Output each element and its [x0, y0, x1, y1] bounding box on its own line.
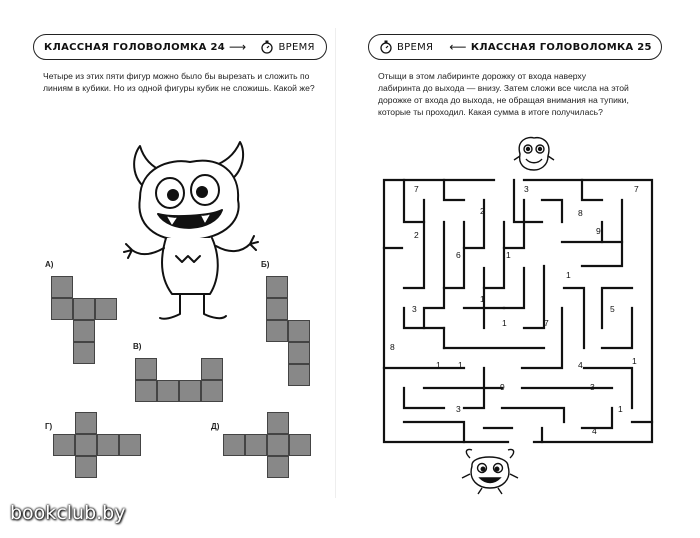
- puzzle-header: [33, 34, 327, 60]
- maze-number: 3: [456, 404, 461, 414]
- net-cell: [53, 434, 75, 456]
- maze-number: 5: [610, 304, 615, 314]
- left-page: [25, 28, 336, 498]
- timer-label: ВРЕМЯ: [397, 41, 434, 53]
- net-cell: [179, 380, 201, 402]
- stopwatch-icon: [379, 40, 393, 54]
- maze-number: 3: [524, 184, 529, 194]
- small-monster-top: [512, 134, 556, 174]
- maze-number: 1: [506, 250, 511, 260]
- maze-number: 7: [544, 318, 549, 328]
- net-cell: [201, 380, 223, 402]
- puzzle-title: КЛАССНАЯ ГОЛОВОЛОМКА 25: [470, 41, 652, 53]
- net-cell: [135, 380, 157, 402]
- monster-illustration: [110, 138, 275, 328]
- net-cell: [245, 434, 267, 456]
- net-cell: [135, 358, 157, 380]
- net-cell: [95, 298, 117, 320]
- small-monster-bottom: [458, 448, 522, 496]
- figure-label-g: Г): [45, 422, 53, 431]
- timer: [260, 40, 314, 54]
- maze-number: 1: [436, 360, 441, 370]
- watermark: bookclub.by: [10, 502, 126, 524]
- puzzle-instruction: Отыщи в этом лабиринте дорожку от входа наверху лабиринта до выхода — внизу. Затем сложи все числа на этой дорожке от входа до выхода, не обращая внимания на тупики, которые ты проходил. Какая сумма в итоге получилась?: [378, 71, 629, 117]
- maze-number: 1: [502, 318, 507, 328]
- maze-number: 9: [500, 382, 505, 392]
- figure-label-v: В): [133, 342, 142, 351]
- maze-number: 1: [480, 294, 485, 304]
- net-cell: [75, 412, 97, 434]
- net-cell: [267, 412, 289, 434]
- net-cell: [288, 342, 310, 364]
- net-cell: [288, 320, 310, 342]
- net-cell: [157, 380, 179, 402]
- maze-number: 1: [566, 270, 571, 280]
- maze-number: 7: [634, 184, 639, 194]
- net-cell: [266, 276, 288, 298]
- net-cell: [119, 434, 141, 456]
- maze-number: 1: [618, 404, 623, 414]
- figure-label-d: Д): [211, 422, 220, 431]
- puzzle-instruction: Четыре из этих пяти фигур можно было бы вырезать и сложить по линиям в кубики. Но из одной фигуры кубик не сложишь. Какой же?: [43, 71, 315, 93]
- puzzle-title: КЛАССНАЯ ГОЛОВОЛОМКА 24: [44, 41, 225, 53]
- net-cell: [267, 434, 289, 456]
- net-cell: [73, 320, 95, 342]
- maze-number: 3: [590, 382, 595, 392]
- arrow-icon: ⟵: [449, 40, 467, 54]
- net-cell: [51, 298, 73, 320]
- net-cell: [73, 342, 95, 364]
- right-page: [360, 28, 670, 498]
- net-cell: [288, 364, 310, 386]
- net-cell: [266, 320, 288, 342]
- net-cell: [201, 358, 223, 380]
- maze-number: 4: [592, 426, 597, 436]
- maze[interactable]: [382, 178, 654, 444]
- maze-number: 1: [458, 360, 463, 370]
- timer-label: ВРЕМЯ: [278, 41, 315, 53]
- arrow-icon: ⟶: [228, 40, 247, 54]
- net-cell: [97, 434, 119, 456]
- figure-label-a: А): [45, 260, 54, 269]
- figure-label-b: Б): [261, 260, 270, 269]
- maze-number: 7: [414, 184, 419, 194]
- net-cell: [266, 298, 288, 320]
- net-cell: [51, 276, 73, 298]
- net-cell: [75, 456, 97, 478]
- maze-number: 8: [578, 208, 583, 218]
- net-cell: [73, 298, 95, 320]
- maze-number: 3: [412, 304, 417, 314]
- puzzle-header: [368, 34, 662, 60]
- maze-number: 8: [390, 342, 395, 352]
- maze-number: 2: [414, 230, 419, 240]
- timer: [379, 40, 433, 54]
- maze-number: 9: [596, 226, 601, 236]
- maze-number: 2: [480, 206, 485, 216]
- maze-number: 1: [632, 356, 637, 366]
- net-cell: [267, 456, 289, 478]
- net-cell: [75, 434, 97, 456]
- maze-number: 6: [456, 250, 461, 260]
- maze-number: 4: [578, 360, 583, 370]
- net-cell: [289, 434, 311, 456]
- net-cell: [223, 434, 245, 456]
- stopwatch-icon: [260, 40, 274, 54]
